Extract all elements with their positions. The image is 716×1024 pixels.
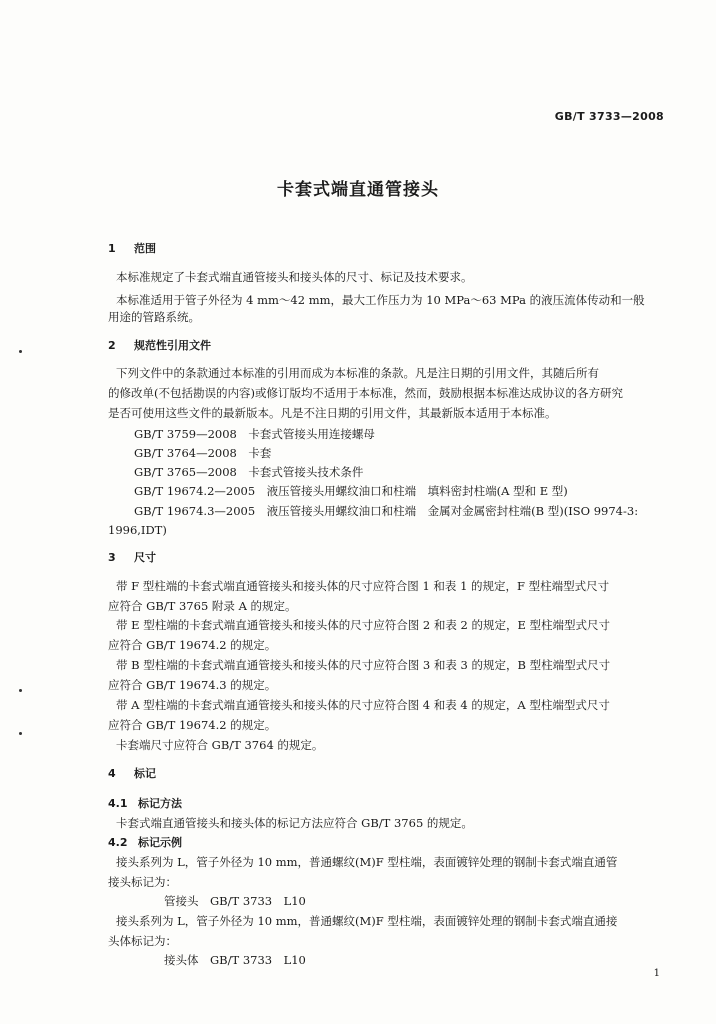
section-4-1-text: 卡套式端直通管接头和接头体的标记方法应符合 GB/T 3765 的规定。 xyxy=(116,816,473,830)
reference-item: GB/T 19674.3—2005 液压管接头用螺纹油口和柱端 金属对金属密封柱端(B 型)(ISO 9974-3: xyxy=(134,504,639,518)
scan-speck xyxy=(19,350,22,353)
marking-example-2: 接头体 GB/T 3733 L10 xyxy=(164,953,306,967)
section-3-line: 带 B 型柱端的卡套式端直通管接头和接头体的尺寸应符合图 3 和表 3 的规定，B 型柱端型式尺寸 xyxy=(116,658,611,672)
example-2-line-2: 头体标记为： xyxy=(108,934,177,948)
reference-item: GB/T 3765—2008 卡套式管接头技术条件 xyxy=(134,465,364,479)
section-1-heading: 1 范围 xyxy=(108,242,156,255)
marking-example-1: 管接头 GB/T 3733 L10 xyxy=(164,894,306,908)
section-3-line: 应符合 GB/T 19674.2 的规定。 xyxy=(108,638,277,652)
section-2-heading: 2 规范性引用文件 xyxy=(108,339,211,352)
section-4-heading: 4 标记 xyxy=(108,767,156,780)
section-4-2-heading: 4.2 标记示例 xyxy=(108,836,182,849)
section-2-para-line-3: 是否可使用这些文件的最新版本。凡是不注日期的引用文件，其最新版本适用于本标准。 xyxy=(108,406,557,420)
standard-number: GB/T 3733—2008 xyxy=(554,110,664,123)
example-2-line-1: 接头系列为 L，管子外径为 10 mm，普通螺纹(M)F 型柱端，表面镀锌处理的钢制卡套式端直通接 xyxy=(116,914,618,928)
section-3-line: 卡套端尺寸应符合 GB/T 3764 的规定。 xyxy=(116,738,324,752)
section-3-line: 带 A 型柱端的卡套式端直通管接头和接头体的尺寸应符合图 4 和表 4 的规定，A 型柱端型式尺寸 xyxy=(116,698,610,712)
section-1-para-1: 本标准规定了卡套式端直通管接头和接头体的尺寸、标记及技术要求。 xyxy=(116,270,473,284)
section-2-para-line-1: 下列文件中的条款通过本标准的引用而成为本标准的条款。凡是注日期的引用文件，其随后所有 xyxy=(116,366,599,380)
scan-speck xyxy=(19,732,22,735)
reference-item: GB/T 3759—2008 卡套式管接头用连接螺母 xyxy=(134,427,375,441)
section-3-line: 带 F 型柱端的卡套式端直通管接头和接头体的尺寸应符合图 1 和表 1 的规定，F 型柱端型式尺寸 xyxy=(116,579,610,593)
reference-item-cont: 1996,IDT) xyxy=(108,523,167,537)
document-title: 卡套式端直通管接头 xyxy=(277,180,439,200)
section-4-1-heading: 4.1 标记方法 xyxy=(108,797,182,810)
example-1-line-2: 接头标记为： xyxy=(108,875,177,889)
section-2-para-line-2: 的修改单(不包括勘误的内容)或修订版均不适用于本标准，然而，鼓励根据本标准达成协议的各方研究 xyxy=(108,386,623,400)
example-1-line-1: 接头系列为 L，管子外径为 10 mm，普通螺纹(M)F 型柱端，表面镀锌处理的钢制卡套式端直通管 xyxy=(116,855,618,869)
section-3-heading: 3 尺寸 xyxy=(108,551,156,564)
section-3-line: 应符合 GB/T 19674.3 的规定。 xyxy=(108,678,277,692)
section-3-line: 应符合 GB/T 3765 附录 A 的规定。 xyxy=(108,599,297,613)
reference-item: GB/T 3764—2008 卡套 xyxy=(134,446,272,460)
reference-item: GB/T 19674.2—2005 液压管接头用螺纹油口和柱端 填料密封柱端(A 型和 E 型) xyxy=(134,484,568,498)
section-1-para-2-cont: 用途的管路系统。 xyxy=(108,310,200,324)
scan-speck xyxy=(19,689,22,692)
section-3-line: 带 E 型柱端的卡套式端直通管接头和接头体的尺寸应符合图 2 和表 2 的规定，E 型柱端型式尺寸 xyxy=(116,618,611,632)
section-3-line: 应符合 GB/T 19674.2 的规定。 xyxy=(108,718,277,732)
page-number: 1 xyxy=(653,968,660,979)
section-1-para-2: 本标准适用于管子外径为 4 mm～42 mm，最大工作压力为 10 MPa～63 MPa 的液压流体传动和一般 xyxy=(116,293,645,307)
